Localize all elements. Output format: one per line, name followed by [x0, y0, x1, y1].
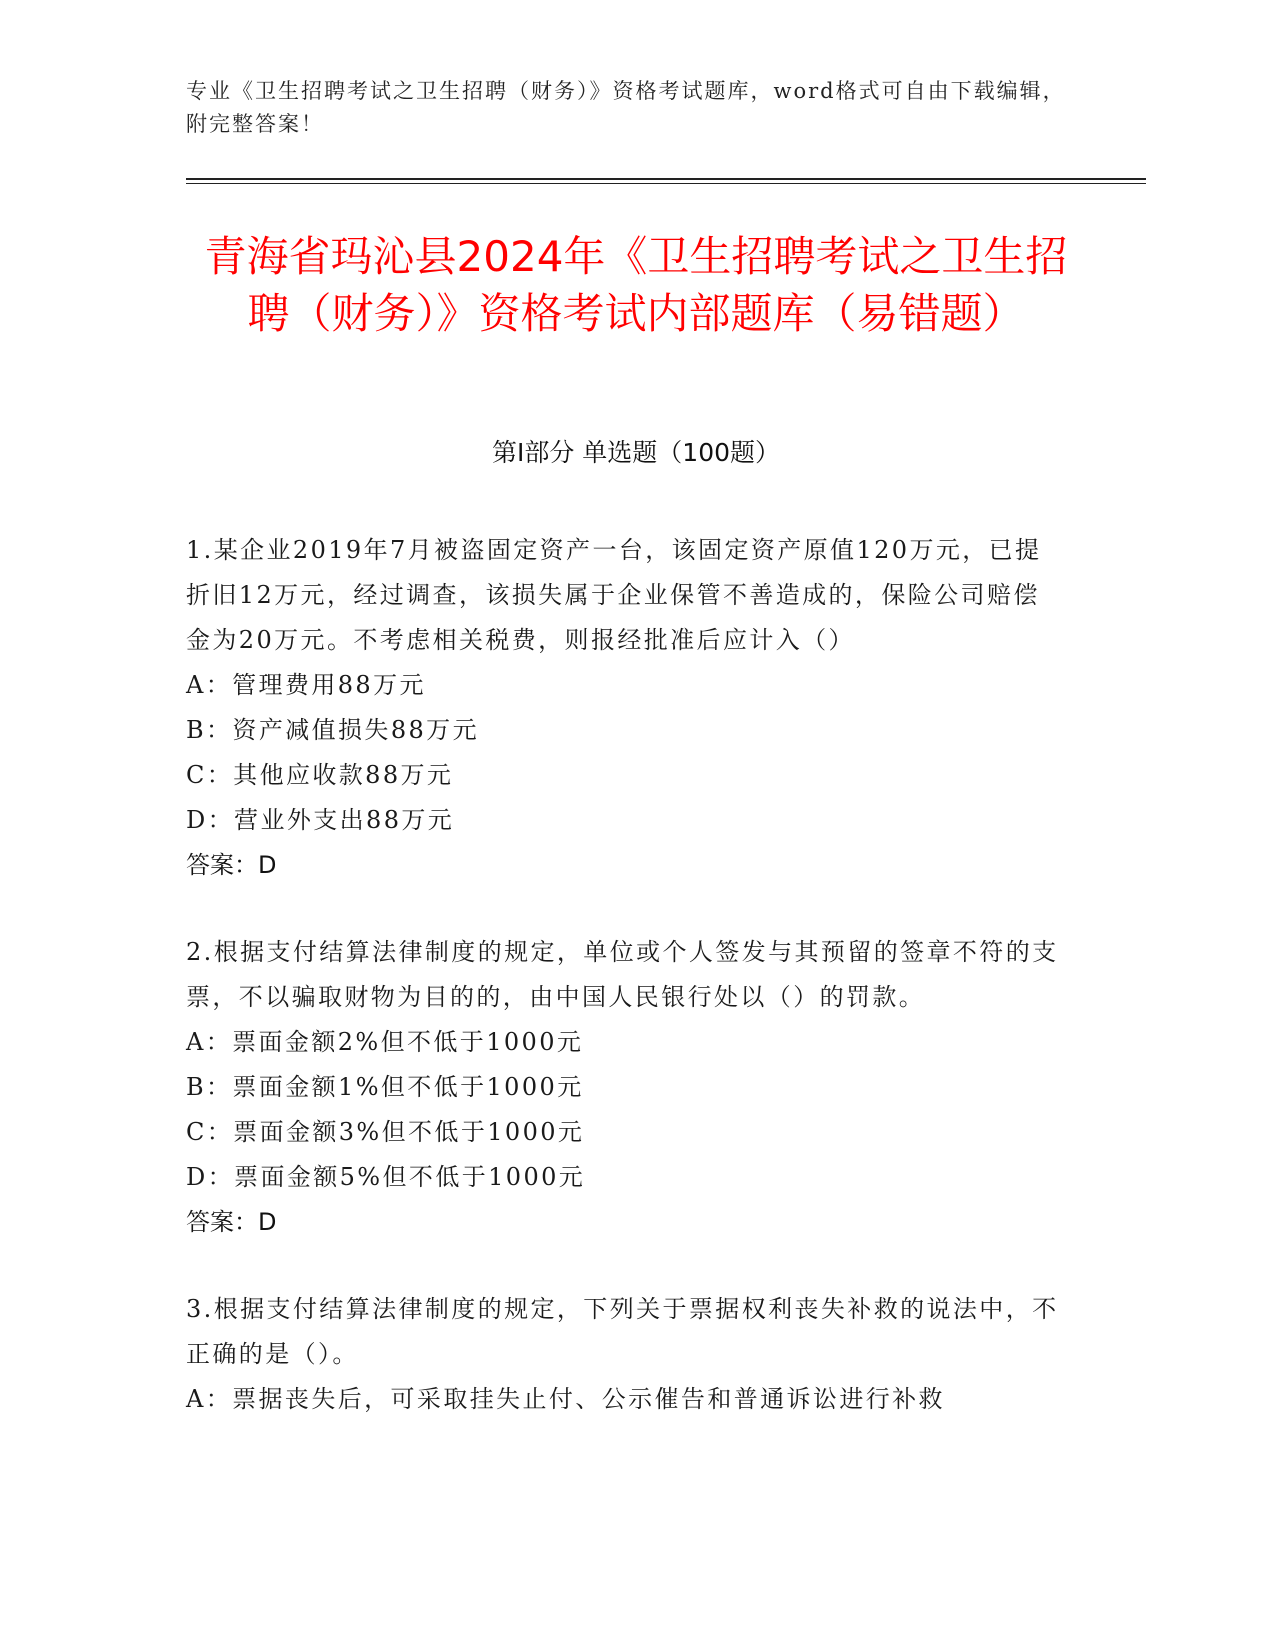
question-item-3 [186, 1287, 1066, 1422]
question-item-1 [186, 528, 1066, 888]
question-stem: 2.根据支付结算法律制度的规定，单位或个人签发与其预留的签章不符的支票，不以骗取财物为目的的，由中国人民银行处以（）的罚款。 [186, 938, 1059, 1011]
answer-line: 答案：D [186, 851, 277, 879]
section-heading: 第I部分 单选题（100题） [491, 438, 781, 467]
answer-line: 答案：D [186, 1208, 277, 1236]
question-stem: 3.根据支付结算法律制度的规定，下列关于票据权利丧失补救的说法中，不正确的是（）。 [186, 1295, 1059, 1368]
header-divider-thin [186, 183, 1146, 184]
option-a: A：管理费用88万元 [186, 671, 426, 699]
option-b: B：票面金额1%但不低于1000元 [186, 1073, 584, 1101]
question-item-2 [186, 930, 1066, 1245]
option-c: C：其他应收款88万元 [186, 761, 454, 789]
question-list [186, 528, 1066, 1464]
option-d: D：票面金额5%但不低于1000元 [186, 1163, 586, 1191]
option-a: A：票面金额2%但不低于1000元 [186, 1028, 584, 1056]
header-note: 专业《卫生招聘考试之卫生招聘（财务）》资格考试题库，word格式可自由下载编辑，附完整答案！ [186, 79, 1066, 136]
option-c: C：票面金额3%但不低于1000元 [186, 1118, 585, 1146]
option-a: A：票据丧失后，可采取挂失止付、公示催告和普通诉讼进行补救 [186, 1385, 945, 1413]
option-d: D：营业外支出88万元 [186, 806, 455, 834]
document-title: 青海省玛沁县2024年《卫生招聘考试之卫生招聘（财务）》资格考试内部题库（易错题） [204, 232, 1068, 338]
question-stem: 1.某企业2019年7月被盗固定资产一台，该固定资产原值120万元，已提折旧12万元，经过调查，该损失属于企业保管不善造成的，保险公司赔偿金为20万元。不考虑相关税费，则报经批准后应计入（） [186, 536, 1042, 654]
header-divider-thick [186, 178, 1146, 180]
option-b: B：资产减值损失88万元 [186, 716, 479, 744]
